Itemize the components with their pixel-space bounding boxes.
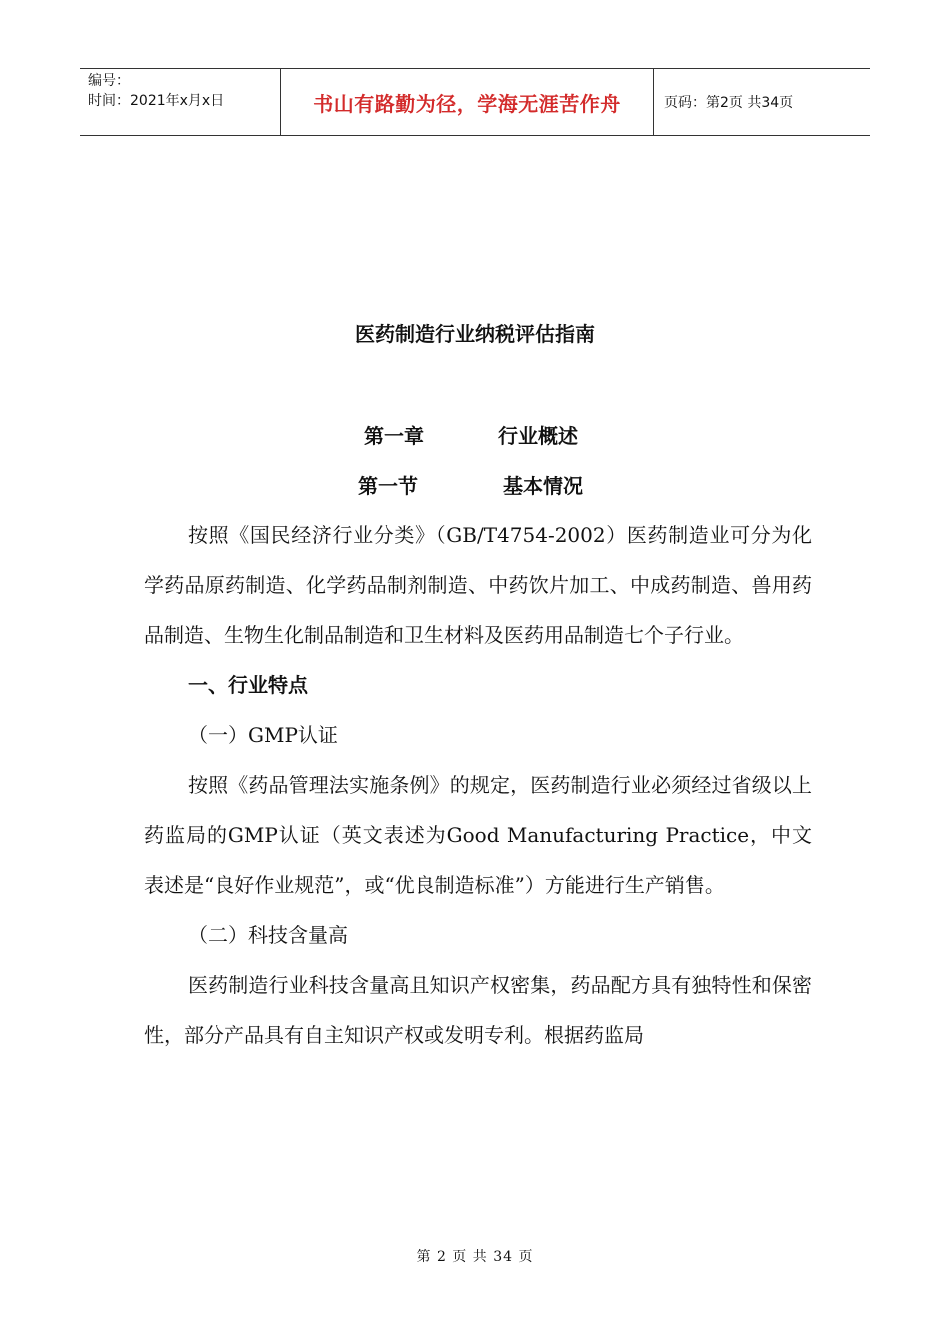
header-motto: 书山有路勤为径，学海无涯苦作舟 bbox=[281, 69, 654, 135]
document-body bbox=[144, 510, 812, 1060]
paragraph: 按照《国民经济行业分类》（GB/T4754-2002）医药制造业可分为化学药品原药制造、化学药品制剂制造、中药饮片加工、中成药制造、兽用药品制造、生物生化制品制造和卫生材料及医药用品制造七个子行业。 bbox=[144, 523, 812, 647]
serial-label: 编号： bbox=[88, 73, 130, 89]
section-title: 基本情况 bbox=[503, 474, 583, 498]
subsection-heading: （二）科技含量高 bbox=[188, 923, 348, 947]
chapter-number: 第一章 bbox=[364, 424, 424, 448]
time-label: 时间：2021年x月x日 bbox=[88, 93, 225, 109]
chapter-title: 行业概述 bbox=[498, 424, 578, 448]
subsection-heading: （一）GMP认证 bbox=[188, 723, 338, 747]
document-title: 医药制造行业纳税评估指南 bbox=[355, 322, 595, 346]
subheading: 一、行业特点 bbox=[188, 673, 308, 697]
paragraph: 按照《药品管理法实施条例》的规定，医药制造行业必须经过省级以上药监局的GMP认证（英文表述为Good Manufacturing Practice，中文表述是“良好作业规范”，或“优良制造标准”）方能进行生产销售。 bbox=[144, 773, 812, 897]
page-footer: 第 2 页 共 34 页 bbox=[416, 1249, 534, 1265]
paragraph: 医药制造行业科技含量高且知识产权密集，药品配方具有独特性和保密性，部分产品具有自主知识产权或发明专利。根据药监局 bbox=[144, 973, 812, 1047]
header-meta bbox=[80, 69, 281, 135]
header-page-label: 页码：第2页 共34页 bbox=[664, 95, 794, 111]
section-number: 第一节 bbox=[358, 474, 418, 498]
page-header bbox=[80, 68, 870, 136]
